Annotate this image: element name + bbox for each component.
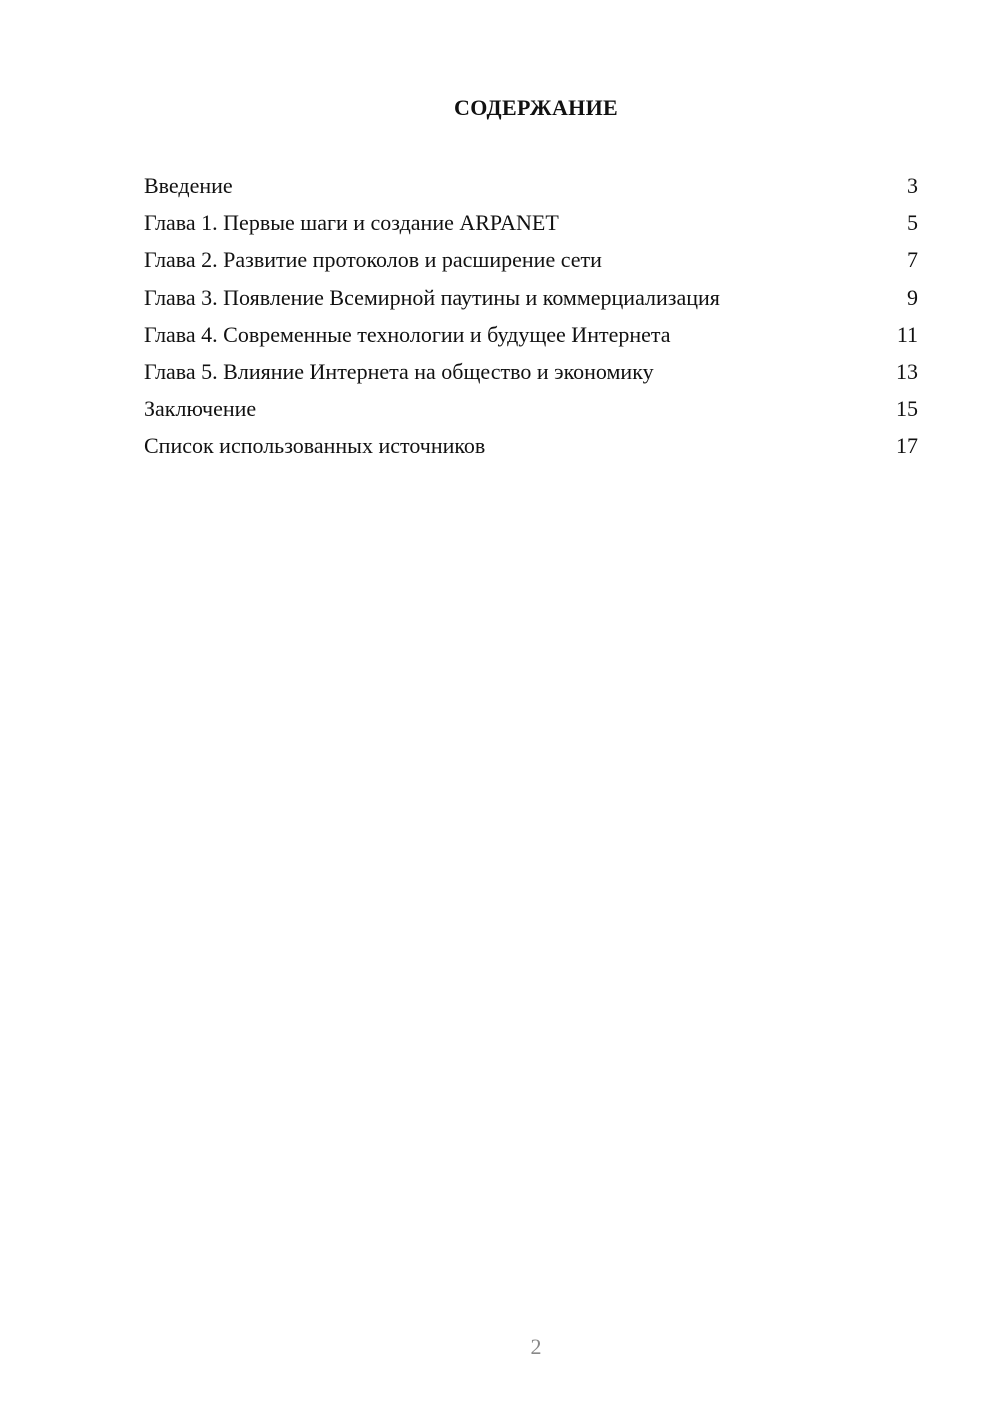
toc-entry-chapter-1[interactable] [144, 204, 918, 241]
toc-entry-references[interactable] [144, 427, 918, 464]
toc-entry-label: Глава 3. Появление Всемирной паутины и коммерциализация [144, 284, 720, 310]
toc-entry-page: 11 [896, 321, 918, 347]
toc-entry-page: 17 [896, 433, 918, 459]
toc-entry-introduction[interactable] [144, 167, 918, 204]
page-title: СОДЕРЖАНИЕ [454, 95, 618, 120]
toc-entry-label: Глава 1. Первые шаги и создание ARPANET [144, 210, 559, 236]
page-number: 2 [530, 1334, 542, 1359]
toc-entry-page: 3 [907, 173, 918, 198]
toc-entry-label: Глава 4. Современные технологии и будущее Интернета [144, 321, 671, 347]
toc-entry-label: Введение [144, 173, 233, 198]
toc-entry-chapter-2[interactable] [144, 241, 918, 278]
toc-entry-label: Список использованных источников [144, 433, 486, 459]
toc-entry-chapter-4[interactable] [144, 316, 918, 353]
toc-entry-label: Глава 5. Влияние Интернета на общество и экономику [144, 358, 654, 384]
toc-entry-page: 13 [896, 358, 918, 384]
toc-entry-label: Глава 2. Развитие протоколов и расширение сети [144, 247, 602, 273]
toc-entry-conclusion[interactable] [144, 390, 918, 427]
toc-entry-chapter-3[interactable] [144, 279, 918, 316]
toc-entry-label: Заключение [144, 396, 257, 422]
toc-entry-page: 15 [896, 396, 918, 422]
toc-entry-page: 5 [907, 210, 918, 236]
toc-entry-page: 9 [907, 284, 918, 310]
table-of-contents [144, 167, 918, 465]
toc-entry-page: 7 [907, 247, 918, 273]
toc-entry-chapter-5[interactable] [144, 353, 918, 390]
